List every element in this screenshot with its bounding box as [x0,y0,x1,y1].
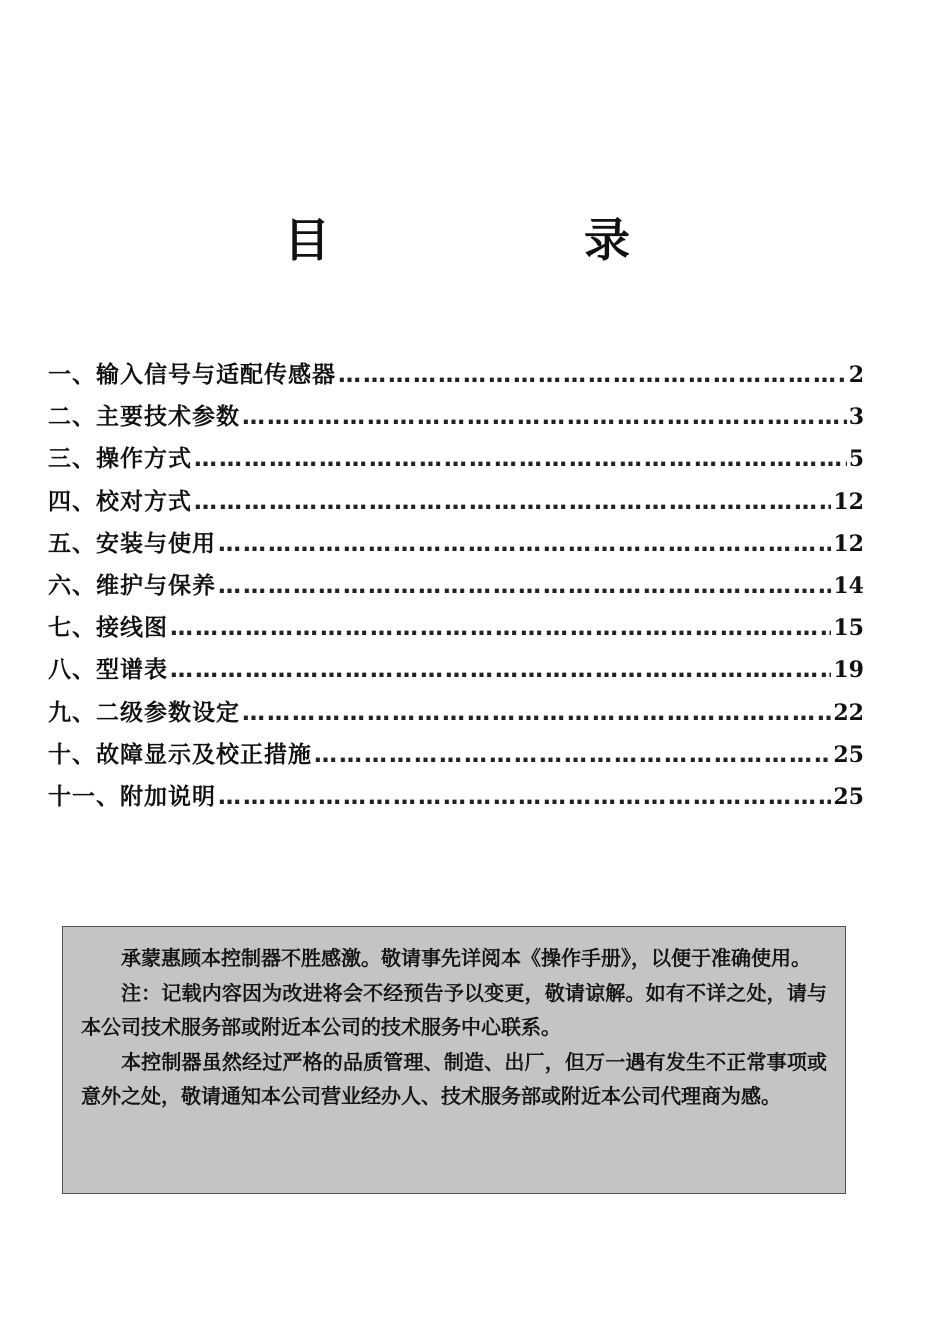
toc-dot-leader [194,438,847,480]
toc-entry-page: 3 [848,404,864,431]
toc-entry-label: 二、主要技术参数 [48,404,240,431]
toc-entry-page: 14 [833,572,864,599]
toc-dot-leader [314,734,831,776]
toc-entry-page: 12 [833,530,864,557]
toc-entry-page: 25 [833,783,864,810]
toc-entry[interactable] [48,523,864,565]
toc-dot-leader [194,481,831,523]
toc-entry[interactable] [48,734,864,776]
toc-entry[interactable] [48,354,864,396]
toc-entry-label: 十一、附加说明 [48,783,216,810]
toc-dot-leader [170,607,831,649]
toc-dot-leader [170,649,831,691]
toc-entry[interactable] [48,396,864,438]
toc-entry[interactable] [48,565,864,607]
toc-entry[interactable] [48,607,864,649]
toc-dot-leader [338,354,847,396]
toc-dot-leader [218,776,831,818]
toc-entry[interactable] [48,692,864,734]
toc-entry-page: 19 [833,657,864,684]
toc-entry-label: 四、校对方式 [48,488,192,515]
toc-entry-page: 2 [848,362,864,388]
toc-entry-page: 12 [833,488,864,515]
table-of-contents [48,354,864,818]
toc-entry[interactable] [48,776,864,818]
toc-entry-page: 15 [833,615,864,642]
toc-entry[interactable] [48,438,864,480]
toc-dot-leader [218,565,831,607]
toc-entry[interactable] [48,649,864,691]
toc-entry-label: 七、接线图 [48,615,168,642]
toc-entry-page: 25 [833,741,864,768]
toc-entry-label: 九、二级参数设定 [48,699,240,726]
title-char-2: 录 [584,213,630,267]
toc-entry-page: 5 [848,446,864,473]
toc-entry-page: 22 [833,699,864,726]
toc-entry-label: 五、安装与使用 [48,530,216,557]
toc-dot-leader [242,396,847,438]
toc-entry-label: 一、输入信号与适配传感器 [48,362,336,388]
notice-box [62,926,846,1194]
page-title [0,208,950,272]
toc-dot-leader [218,523,831,565]
toc-entry-label: 六、维护与保养 [48,572,216,599]
title-char-1: 目 [284,213,330,267]
notice-paragraph: 注：记载内容因为改进将会不经预告予以变更，敬请谅解。如有不详之处，请与本公司技术服务部或附近本公司的技术服务中心联系。 [81,980,827,1039]
toc-entry-label: 三、操作方式 [48,446,192,473]
notice-paragraph: 本控制器虽然经过严格的品质管理、制造、出厂，但万一遇有发生不正常事项或意外之处，敬请通知本公司营业经办人、技术服务部或附近本公司代理商为感。 [81,1049,827,1108]
notice-paragraph: 承蒙惠顾本控制器不胜感激。敬请事先详阅本《操作手册》，以便于准确使用。 [121,946,811,970]
toc-entry-label: 十、故障显示及校正措施 [48,741,312,768]
toc-entry-label: 八、型谱表 [48,657,168,684]
toc-entry[interactable] [48,481,864,523]
toc-dot-leader [242,692,831,734]
